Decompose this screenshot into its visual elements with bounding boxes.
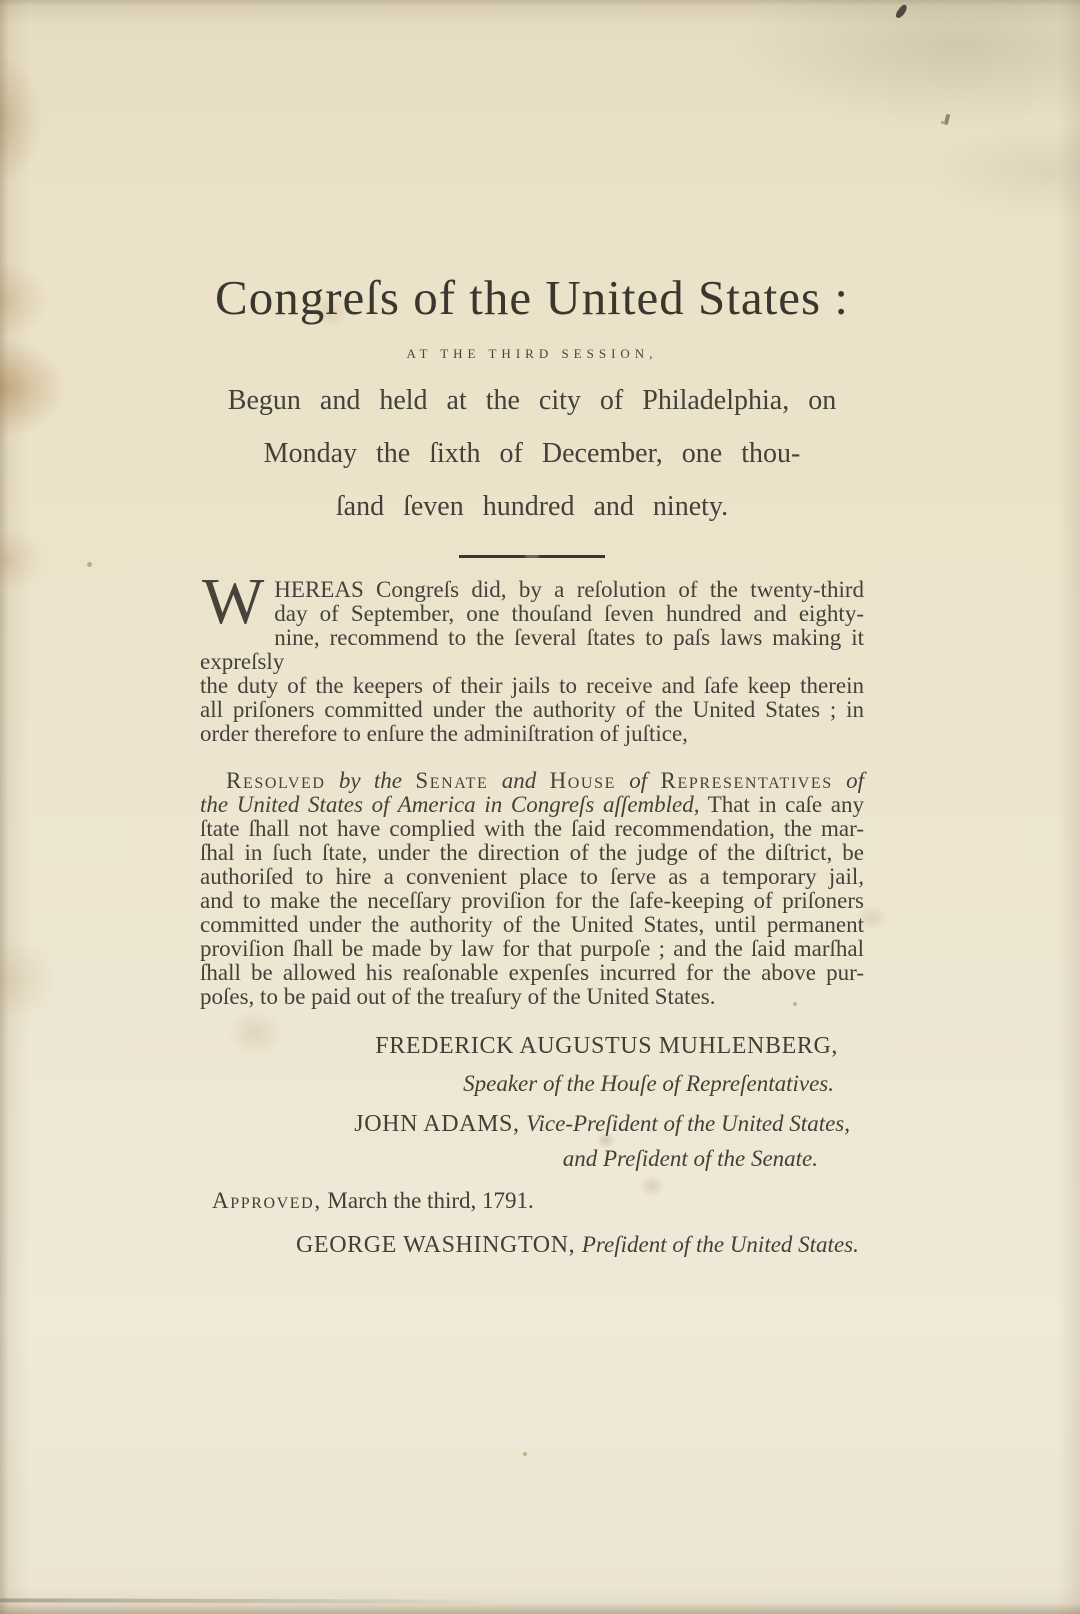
- signature-adams-title-2: and Preſident of the Senate.: [562, 1146, 818, 1171]
- resolution-italic: of: [832, 768, 865, 793]
- session-line: AT THE THIRD SESSION,: [406, 346, 658, 361]
- approval-date: March the third, 1791.: [321, 1188, 534, 1213]
- whereas-paragraph: [200, 565, 864, 746]
- body-line: all priſoners committed under the authority of the United States ; in: [200, 697, 864, 722]
- foxing-spot: [523, 1452, 527, 1456]
- resolution-paragraph: [200, 769, 864, 1009]
- body-line: order therefore to enſure the adminiſtration of juſtice,: [200, 721, 688, 746]
- signature-washington-title: Preſident of the United States.: [581, 1232, 859, 1257]
- senate-smallcaps: Senate: [415, 768, 489, 793]
- resolution-line: [200, 793, 864, 817]
- signature-washington-name: GEORGE WASHINGTON,: [296, 1232, 582, 1258]
- body-line: committed under the authority of the United States, until permanent: [200, 912, 864, 937]
- text-column: [200, 0, 864, 1260]
- signature-adams: [200, 1109, 864, 1139]
- body-line: ſhall be allowed his reaſonable expenſes incurred for the above pur-: [200, 960, 864, 985]
- paper-mark: [944, 114, 951, 126]
- approved-smallcaps: Approved,: [212, 1188, 322, 1213]
- drop-cap: W: [202, 565, 265, 638]
- signature-muhlenberg-title: Speaker of the Houſe of Repreſentatives.: [463, 1071, 834, 1096]
- signature-adams-title: Vice-Preſident of the United States,: [526, 1111, 850, 1136]
- body-line: proviſion ſhall be made by law for that purpoſe ; and the ſaid marſhal: [200, 936, 864, 961]
- signature-washington: [200, 1230, 864, 1260]
- body-line: the duty of the keepers of their jails to receive and ſafe keep therein: [200, 673, 864, 698]
- body-line: nine, recommend to the ſeveral ſtates to paſs laws making it expreſsly: [200, 625, 864, 674]
- foxing-spot: [87, 562, 92, 567]
- house-smallcaps: House: [549, 768, 616, 793]
- signature-muhlenberg-name: FREDERICK AUGUSTUS MUHLENBERG,: [375, 1033, 838, 1059]
- preamble-line: Monday the ſixth of December, one thou-: [263, 438, 801, 469]
- representatives-smallcaps: Representatives: [660, 768, 833, 793]
- resolution-opening-line: [200, 769, 864, 793]
- preamble-line: Begun and held at the city of Philadelphia, on: [227, 385, 837, 416]
- body-line: poſes, to be paid out of the treaſury of the United States.: [200, 984, 716, 1009]
- resolution-italic: and: [488, 768, 550, 793]
- resolution-roman: That in caſe any: [699, 792, 864, 817]
- resolution-italic: the United States of America in Congreſs aſſembled,: [200, 792, 700, 817]
- resolution-italic: of: [615, 768, 661, 793]
- body-line: and to make the neceſſary proviſion for the ſafe-keeping of priſoners: [200, 888, 864, 913]
- section-rule: [459, 555, 605, 558]
- resolved-smallcaps: Resolved: [226, 768, 326, 793]
- body-line: ſhal in ſuch ſtate, under the direction of the judge of the diſtrict, be: [200, 840, 864, 865]
- preamble-line: ſand ſeven hundred and ninety.: [335, 491, 729, 522]
- signature-adams-name: JOHN ADAMS,: [354, 1111, 527, 1137]
- body-line: day of September, one thouſand ſeven hundred and eighty-: [274, 601, 864, 626]
- body-line: HEREAS Congreſs did, by a reſolution of the twenty-third: [274, 577, 864, 602]
- approval-line: [200, 1187, 864, 1215]
- document-title: Congreſs of the United States :: [215, 270, 849, 325]
- ink-speck: [894, 3, 909, 19]
- body-line: ſtate ſhall not have complied with the ſaid recommendation, the mar-: [200, 816, 864, 841]
- foxing-spot: [941, 121, 944, 124]
- paper-bottom-shadow: [0, 1602, 1080, 1614]
- resolution-italic: by the: [325, 768, 416, 793]
- body-line: authoriſed to hire a convenient place to ſerve as a temporary jail,: [200, 864, 864, 889]
- preamble-paragraph: [200, 374, 864, 533]
